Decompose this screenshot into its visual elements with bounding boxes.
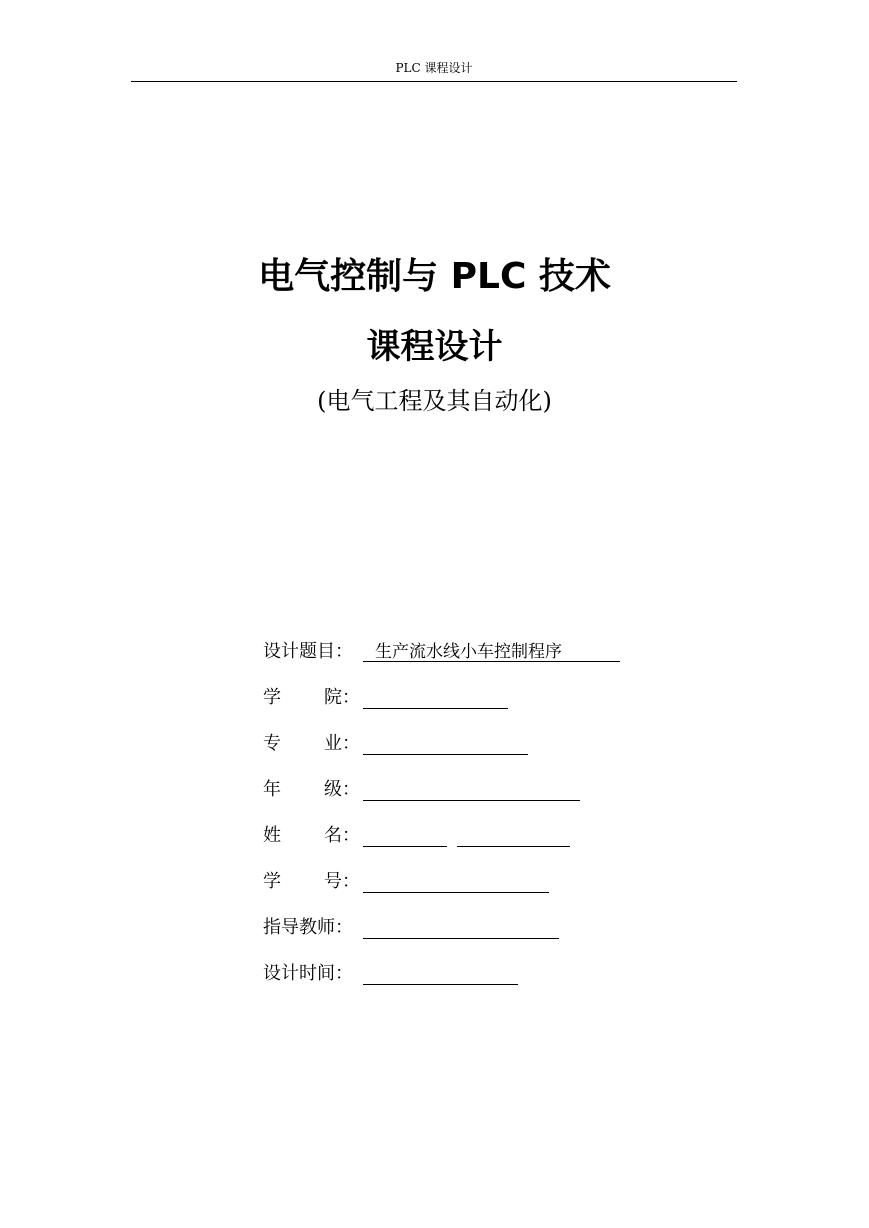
major-subtitle: (电气工程及其自动化) bbox=[317, 387, 552, 415]
name-field-part1[interactable] bbox=[363, 824, 447, 847]
document-subtitle: 课程设计 bbox=[366, 327, 503, 367]
grade-field[interactable] bbox=[363, 778, 580, 801]
document-title: 电气控制与 PLC 技术 bbox=[258, 256, 611, 297]
date-field[interactable] bbox=[363, 962, 518, 985]
page-header bbox=[131, 60, 737, 82]
header-text: PLC 课程设计 bbox=[395, 61, 473, 75]
college-field[interactable] bbox=[363, 686, 508, 709]
student-id-field[interactable] bbox=[363, 870, 549, 893]
advisor-field[interactable] bbox=[363, 916, 559, 939]
major-field[interactable] bbox=[363, 732, 528, 755]
topic-field[interactable]: 生产流水线小车控制程序 bbox=[363, 640, 620, 662]
name-field-part2[interactable] bbox=[457, 824, 570, 847]
